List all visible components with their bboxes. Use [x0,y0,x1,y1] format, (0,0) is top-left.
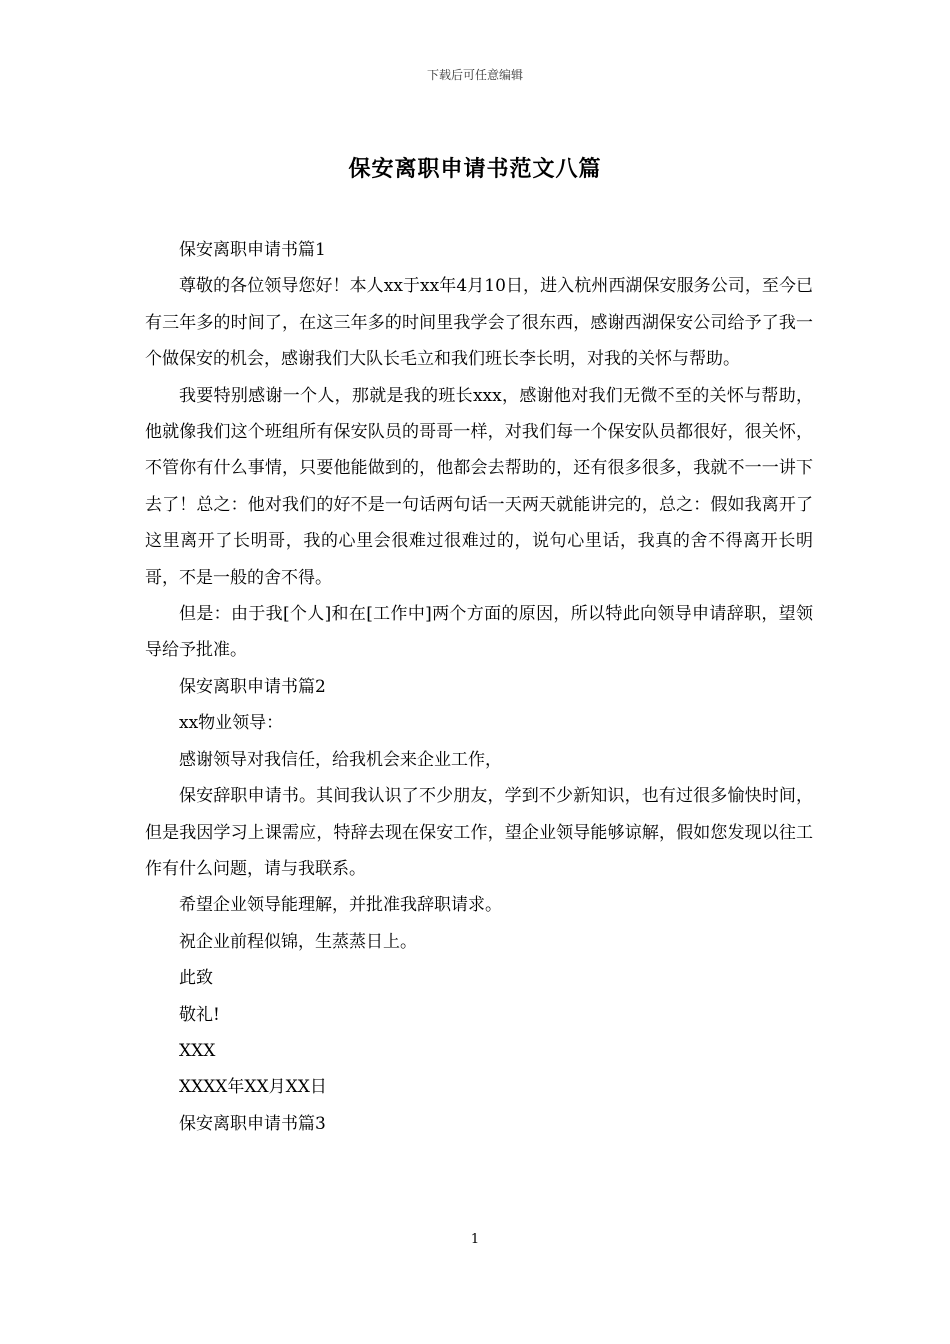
paragraph: 保安辞职申请书。其间我认识了不少朋友，学到不少新知识，也有过很多愉快时间，但是我因学习上课需应，特辞去现在保安工作，望企业领导能够谅解，假如您发现以往工作有什么问题，请与我联系。 [145,786,813,879]
section-heading-2: 保安离职申请书篇2 [179,676,326,697]
paragraph: 感谢领导对我信任，给我机会来企业工作， [179,749,502,770]
signature-date: XXXX年XX月XX日 [179,1077,327,1098]
header-note: 下载后可任意编辑 [426,68,523,82]
paragraph: 尊敬的各位领导您好！本人xx于xx年4月10日，进入杭州西湖保安服务公司，至今已有三年多的时间了，在这三年多的时间里我学会了很东西，感谢西湖保安公司给予了我一个做保安的机会，感谢我们大队长毛立和我们班长李长明，对我的关怀与帮助。 [145,276,813,370]
document-title: 保安离职申请书范文八篇 [348,157,602,182]
paragraph: 希望企业领导能理解，并批准我辞职请求。 [179,895,502,916]
paragraph: 祝企业前程似锦，生蒸蒸日上。 [179,931,417,952]
section-heading-3: 保安离职申请书篇3 [179,1113,326,1134]
section-heading-1: 保安离职申请书篇1 [179,240,326,260]
salutation: xx物业领导： [179,713,284,734]
closing-line: 此致 [179,968,213,989]
document-body [145,232,813,1142]
signature-name: XXX [179,1040,216,1061]
page-number: 1 [470,1232,480,1247]
paragraph: 但是：由于我[个人]和在[工作中]两个方面的原因，所以特此向领导申请辞职，望领导给予批准。 [145,604,813,661]
closing-line: 敬礼! [179,1004,220,1025]
paragraph: 我要特别感谢一个人，那就是我的班长xxx，感谢他对我们无微不至的关怀与帮助，他就像我们这个班组所有保安队员的哥哥一样，对我们每一个保安队员都很好，很关怀，不管你有什么事情，只要他能做到的，他都会去帮助的，还有很多很多，我就不一一讲下去了！总之：他对我们的好不是一句话两句话一天两天就能讲完的，总之：假如我离开了这里离开了长明哥，我的心里会很难过很难过的，说句心里话，我真的舍不得离开长明哥，不是一般的舍不得。 [145,385,813,588]
